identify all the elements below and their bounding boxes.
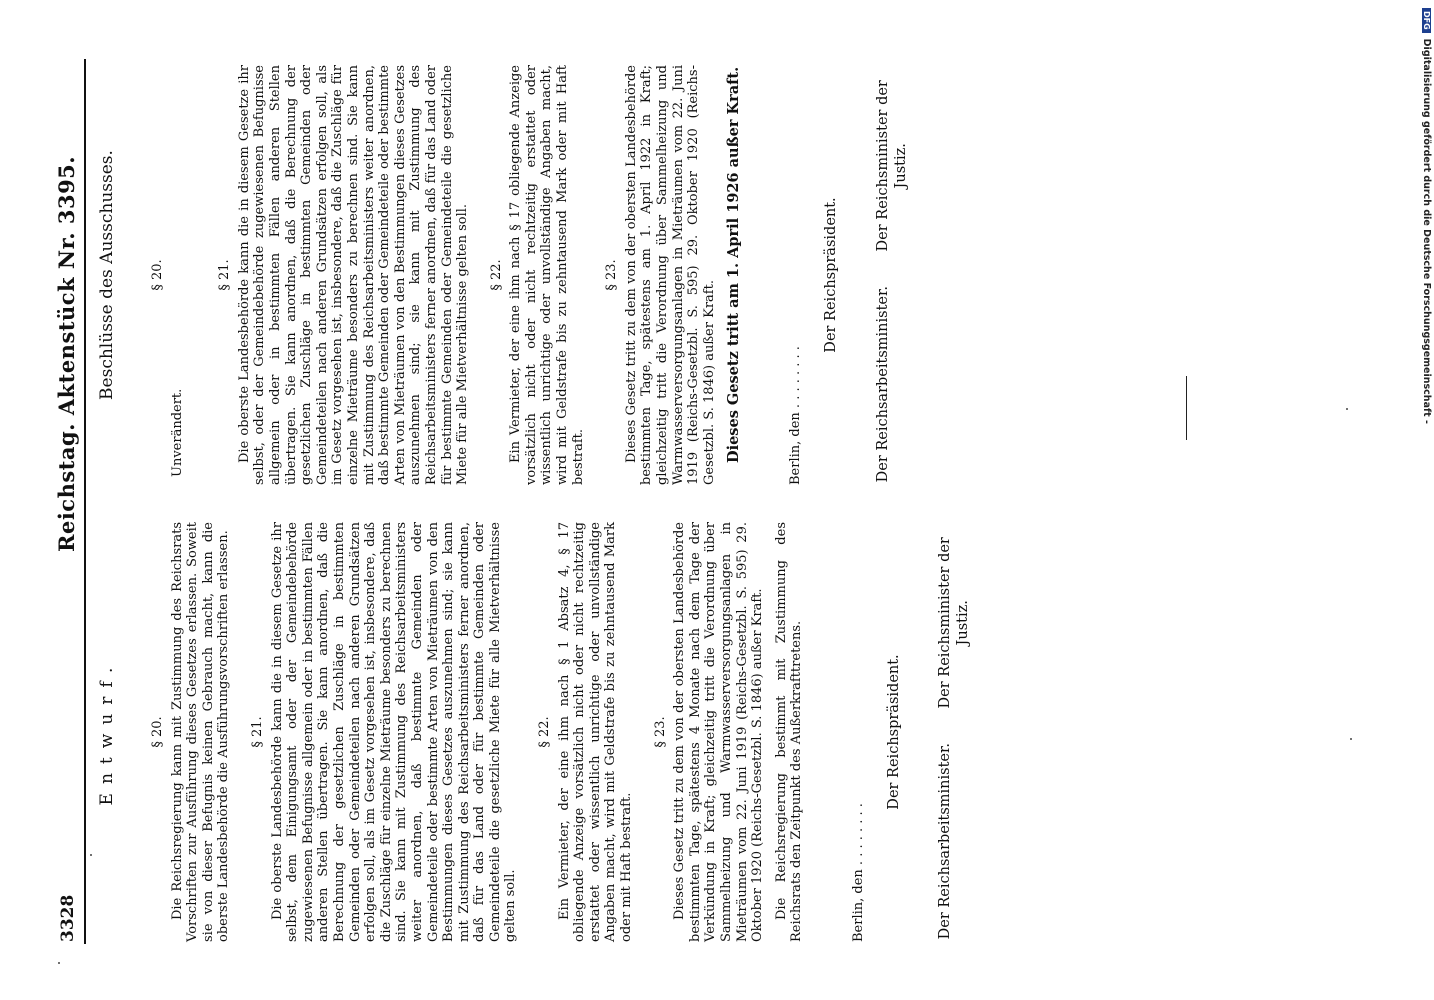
signature-ministers (936, 522, 972, 942)
signature-justice-minister: Der Reichsminister der Justiz. (937, 537, 972, 709)
signature-president: Der Reichspräsident. (885, 654, 902, 810)
section-text: Unverändert. (169, 388, 185, 477)
running-title: Reichstag. Aktenstück Nr. 3395. (54, 155, 79, 552)
committee-column (97, 65, 910, 485)
section-text: Die oberste Landesbehörde kann die in diesem Gesetze ihr selbst, dem Einigungsamt oder der Gemeindebehörde zugewiesenen Befugnisse allgemein oder in bestimmten Fällen anderen Stellen übertragen. Sie kann anordnen, daß die Berechnung der gesetzlichen Zuschläge in bestimmten Gemeinden oder Gemeindeteilen nach anderen Grundsätzen erfolgen soll, als im Gesetz vorgesehen ist, insbesondere, daß die Zuschläge für einzelne Mieträume besonders zu berechnen sind. Sie kann mit Zustimmung des Reichsarbeitsministers weiter anordnen, daß bestimmte Gemeinden oder Gemeindeteile oder bestimmte Arten von Mieträumen von den Bestimmungen dieses Gesetzes auszunehmen sind; sie kann mit Zustimmung des Reichsarbeitsministers ferner anordnen, daß für das Land oder für bestimmte Gemeinden oder Gemeindeteile die gesetzliche Miete für alle Mietverhältnisse gelten soll. (269, 522, 519, 942)
signature-labour-minister: Der Reichsarbeitsminister. (937, 743, 954, 940)
signature-president: Der Reichspräsident. (823, 197, 839, 353)
section-text-extra: Die Reichsregierung bestimmt mit Zustimmung des Reichsrats den Zeitpunkt des Außerkrafttretens. (773, 522, 805, 942)
page-header (54, 42, 84, 942)
section-heading: § 22. (537, 716, 553, 748)
scan-speck (58, 962, 60, 964)
page-number: 3328 (58, 894, 78, 942)
section-text: Die oberste Landesbehörde kann die in diesem Gesetze ihr selbst, oder der Gemeindebehörde zugewiesenen Befugnisse allgemein oder in bestimmten Fällen anderen Stellen übertragen. Sie kann anordnen, daß die Berechnung der gesetzlichen Zuschläge in bestimmten Gemeinden oder Gemeindeteilen nach anderen Grundsätzen erfolgen soll, als im Gesetz vorgesehen ist, insbesondere, daß die Zuschläge für einzelne Mieträume besonders zu berechnen sind. Sie kann mit Zustimmung des Reichsarbeitsministers weiter anordnen, daß bestimmte Gemeinden oder Gemeindeteile oder bestimmte Arten von Mieträumen von den Bestimmungen dieses Gesetzes auszunehmen sind; sie kann mit Zustimmung des Reichsarbeitsministers ferner anordnen, daß für das Land oder für bestimmte Gemeinden oder Gemeindeteile die gesetzliche Miete für alle Mietverhältnisse gelten soll. (236, 65, 471, 485)
section-text: Dieses Gesetz tritt zu dem von der obersten Landesbehörde bestimmten Tage, spätestens 4 Monate nach dem Tage der Verkündung in Kraft; gleichzeitig tritt die Verordnung über Sammelheizung und Warmwasserversorgungsanlagen in Mieträumen vom 22. Juni 1919 (Reichs-Gesetzbl. S. 595) 29. Oktober 1920 (Reichs-Gesetzbl. S. 1846) außer Kraft. (672, 522, 766, 942)
section-heading: § 21. (249, 716, 265, 748)
signature-justice-minister: Der Reichsminister der Justiz. (874, 80, 909, 252)
draft-column-title: Entwurf. (97, 658, 117, 806)
scan-speck (1350, 738, 1352, 740)
section-heading: § 21. (217, 259, 233, 291)
section-heading: § 23. (604, 259, 620, 291)
section-text: Ein Vermieter, der eine ihm nach § 17 obliegende Anzeige vorsätzlich nicht oder nicht rechtzeitig erstattet oder wissentlich unrichtige oder unvollständige Angaben macht, wird mit Geldstrafe bis zu zehntausend Mark oder mit Haft bestraft. (508, 65, 586, 485)
signature-rule (1186, 376, 1187, 440)
signature-ministers (874, 65, 910, 485)
section-heading: § 22. (488, 259, 504, 291)
section-text: Die Reichsregierung kann mit Zustimmung des Reichsrats Vorschriften zur Ausführung dieses Gesetzes erlassen. Soweit sie von dieser Befugnis keinen Gebrauch macht, kann die oberste Landesbehörde die Ausführungsvorschriften erlassen. (169, 522, 232, 942)
scan-speck (1346, 408, 1348, 410)
section-heading: § 20. (150, 716, 165, 748)
section-heading: § 23. (652, 716, 668, 748)
scan-speck (90, 854, 92, 856)
signature-labour-minister: Der Reichsarbeitsminister. (874, 286, 891, 483)
header-rule (84, 59, 86, 944)
digitization-attribution (1418, 8, 1432, 988)
attribution-text: Digitalisierung gefördert durch die Deutsche Forschungsgemeinschaft - (1421, 38, 1432, 424)
dfg-logo-icon: DFG (1422, 8, 1431, 33)
place-date-line: Berlin, den . . . . . . . . (850, 803, 866, 942)
draft-column (97, 522, 972, 942)
section-heading: § 20. (150, 259, 165, 291)
section-text: Ein Vermieter, der eine ihm nach § 1 Absatz 4, § 17 obliegende Anzeige vorsätzlich nicht oder nicht rechtzeitig erstattet oder wissentlich unrichtige oder unvollständige Angaben macht, wird mit Geldstrafe bis zu zehntausend Mark oder mit Haft bestraft. (556, 522, 635, 942)
section-text: Dieses Gesetz tritt zu dem von der obersten Landesbehörde bestimmten Tage, spätestens am 1. April 1922 in Kraft; gleichzeitig tritt die Verordnung über Sammelheizung und Warmwasserversorgungsanlagen in Mieträumen vom 22. Juni 1919 (Reichs-Gesetzbl. S. 595) 29. Oktober 1920 (Reichs-Gesetzbl. S. 1846) außer Kraft. (623, 65, 717, 485)
place-date-line: Berlin, den . . . . . . . . (788, 346, 804, 485)
committee-column-title: Beschlüsse des Ausschusses. (97, 150, 117, 400)
section-text-extra: Dieses Gesetz tritt am 1. April 1926 außer Kraft. (725, 66, 743, 463)
